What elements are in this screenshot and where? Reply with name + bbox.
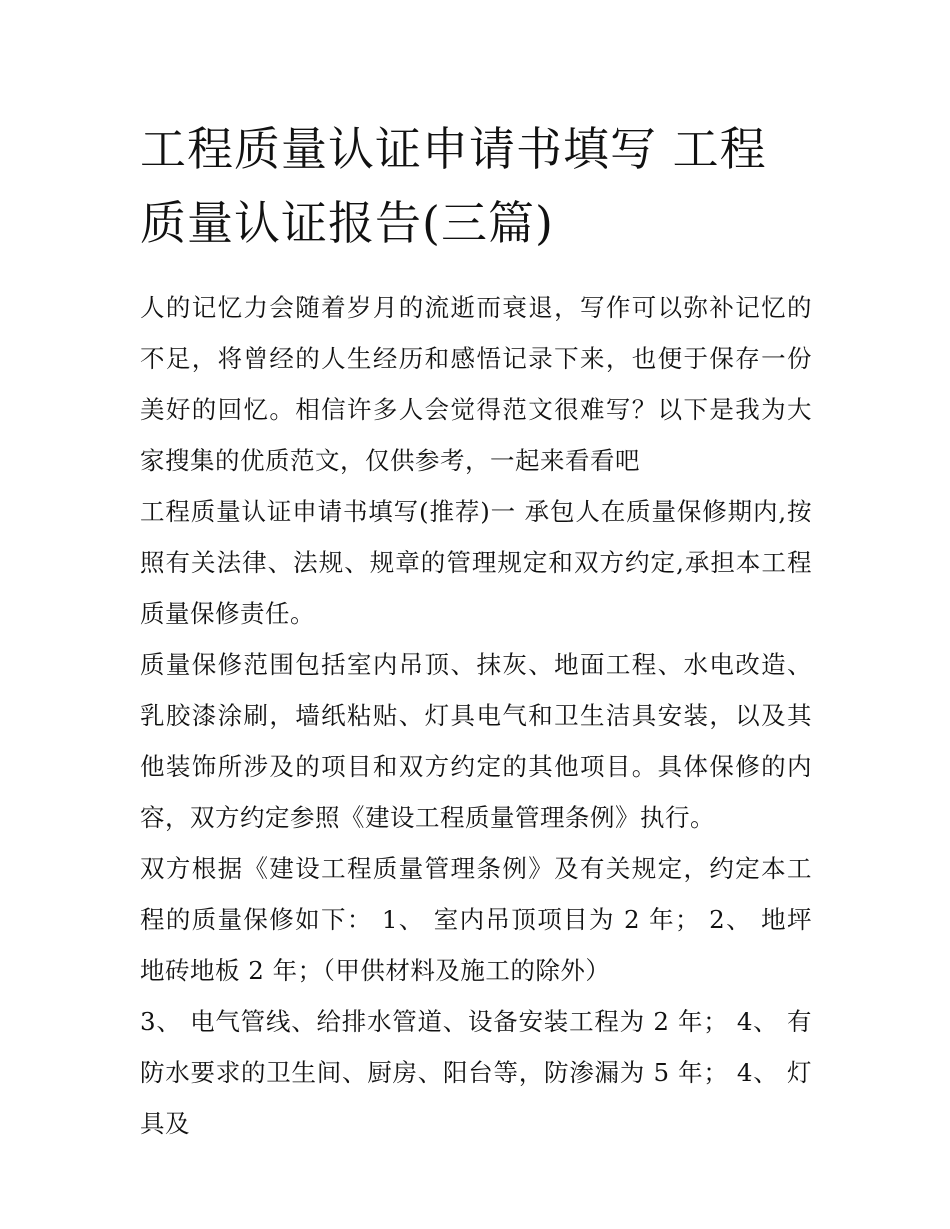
document-title: 工程质量认证申请书填写 工程质量认证报告(三篇): [140, 122, 767, 250]
paragraph-warranty-terms: 双方根据《建设工程质量管理条例》及有关规定，约定本工程的质量保修如下： 1、 室内吊顶项目为 2 年； 2、 地坪地砖地板 2 年；（甲供材料及施工的除外）: [140, 854, 812, 985]
paragraph-intro: 人的记忆力会随着岁月的流逝而衰退，写作可以弥补记忆的不足，将曾经的人生经历和感悟记录下来，也便于保存一份美好的回忆。相信许多人会觉得范文很难写？以下是我为大家搜集的优质范文，仅供参考，一起来看看吧: [140, 293, 812, 475]
paragraph-warranty-responsibility: 工程质量认证申请书填写(推荐)一 承包人在质量保修期内,按照有关法律、法规、规章的管理规定和双方约定,承担本工程质量保修责任。: [140, 497, 812, 628]
document-page: [140, 112, 812, 1149]
paragraph-warranty-scope: 质量保修范围包括室内吊顶、抹灰、地面工程、水电改造、乳胶漆涂刷，墙纸粘贴、灯具电气和卫生洁具安装，以及其他装饰所涉及的项目和双方约定的其他项目。具体保修的内容，双方约定参照《建设工程质量管理条例》执行。: [140, 650, 812, 832]
paragraph-warranty-terms-continued: 3、 电气管线、给排水管道、设备安装工程为 2 年； 4、 有防水要求的卫生间、厨房、阳台等，防渗漏为 5 年； 4、 灯具及: [140, 1007, 812, 1138]
